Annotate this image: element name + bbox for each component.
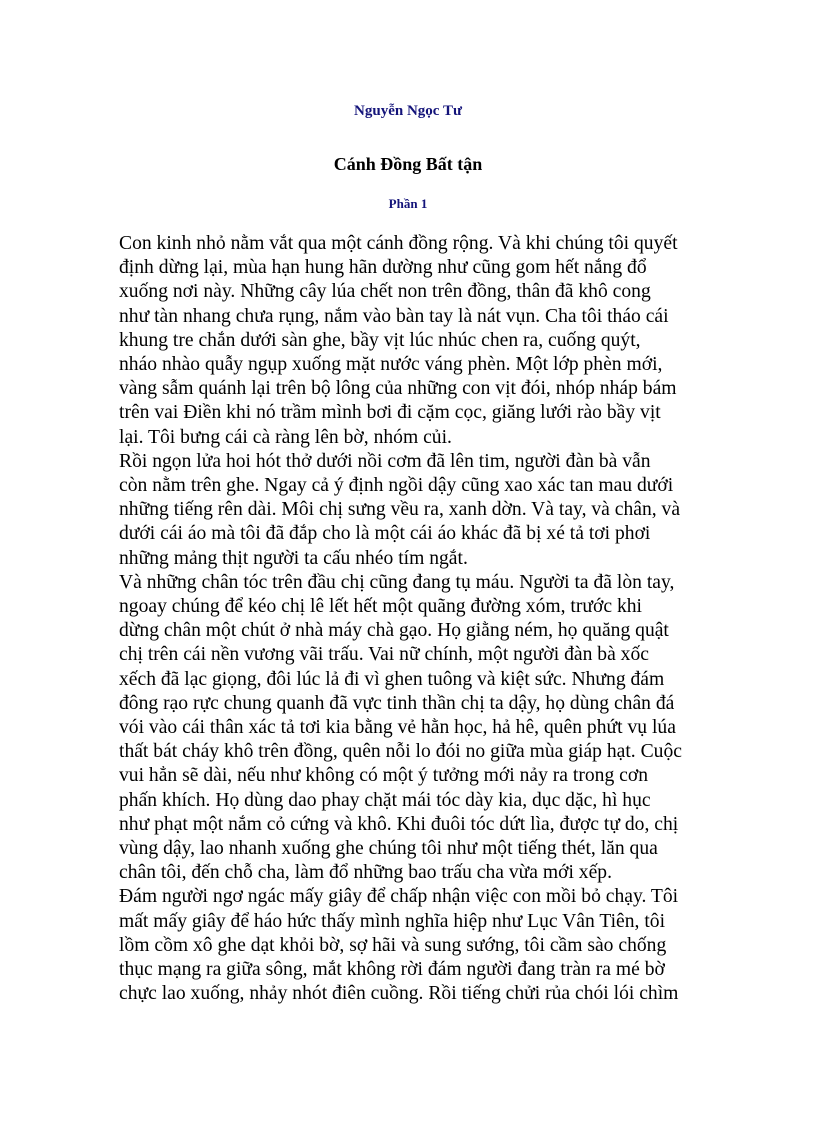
text-line: mất mấy giây để háo hức thấy mình nghĩa hiệp như Lục Vân Tiên, tôi — [119, 910, 666, 932]
text-line: xuống nơi này. Những cây lúa chết non trên đồng, thân đã khô cong — [119, 281, 651, 303]
text-line: dừng chân một chút ở nhà máy chà gạo. Họ giằng ném, họ quăng quật — [119, 620, 669, 642]
text-line: như phạt một nắm cỏ cứng và khô. Khi đuôi tóc dứt lìa, được tự do, chị — [119, 813, 679, 835]
body-text — [119, 232, 699, 1007]
text-line: đông rạo rực chung quanh đã vực tinh thần chị ta dậy, họ dùng chân đá — [119, 692, 675, 714]
document-title: Cánh Đồng Bất tận — [333, 154, 483, 174]
text-line: lại. Tôi bưng cái cà ràng lên bờ, nhóm củi. — [119, 426, 452, 448]
text-line: vói vào cái thân xác tả tơi kia bằng vẻ hằn học, hả hê, quên phứt vụ lúa — [119, 717, 676, 739]
text-line: Rồi ngọn lửa hoi hót thở dưới nồi cơm đã lên tim, người đàn bà vẫn — [119, 450, 651, 472]
text-line: định dừng lại, mùa hạn hung hãn dường như cũng gom hết nắng đổ — [119, 257, 647, 279]
text-line: những mảng thịt người ta cấu nhéo tím ngắt. — [119, 547, 468, 569]
text-line: dưới cái áo mà tôi đã đắp cho là một cái áo khác đã bị xé tả tơi phơi — [119, 523, 651, 545]
text-line: những tiếng rên dài. Môi chị sưng vều ra, xanh dờn. Và tay, và chân, và — [119, 499, 681, 521]
text-line: Con kinh nhỏ nằm vắt qua một cánh đồng rộng. Và khi chúng tôi quyết — [119, 233, 678, 254]
text-line: vui hẳn sẽ dài, nếu như không có một ý tưởng mới nảy ra trong cơn — [119, 765, 649, 787]
text-line: như tàn nhang chưa rụng, nắm vào bàn tay là nát vụn. Cha tôi tháo cái — [119, 305, 669, 327]
text-line: chực lao xuống, nhảy nhót điên cuồng. Rồi tiếng chửi rủa chói lói chìm — [119, 983, 679, 1005]
text-line: Đám người ngơ ngác mấy giây để chấp nhận việc con mồi bỏ chạy. Tôi — [119, 886, 679, 908]
text-line: còn nằm trên ghe. Ngay cả ý định ngồi dậy cũng xao xác tan mau dưới — [119, 475, 674, 497]
text-line: phấn khích. Họ dùng dao phay chặt mái tóc dày kia, dục dặc, hì hục — [119, 789, 651, 811]
text-line: Và những chân tóc trên đầu chị cũng đang tụ máu. Người ta đã lòn tay, — [119, 571, 675, 593]
part-heading: Phần 1 — [388, 196, 428, 211]
text-line: thục mạng ra giữa sông, mắt không rời đám người đang tràn ra mé bờ — [119, 959, 665, 981]
text-line: thất bát cháy khô trên đồng, quên nỗi lo đói no giữa mùa giáp hạt. Cuộc — [119, 741, 682, 763]
text-line: chân tôi, đến chỗ cha, làm đổ những bao trấu cha vừa mới xếp. — [119, 862, 612, 884]
text-line: vùng dậy, lao nhanh xuống ghe chúng tôi như một tiếng thét, lăn qua — [119, 838, 658, 860]
text-line: lồm cồm xô ghe dạt khỏi bờ, sợ hãi và sung sướng, tôi cầm sào chống — [119, 934, 667, 956]
text-line: ngoay chúng để kéo chị lê lết hết một quãng đường xóm, trước khi — [119, 596, 642, 618]
text-line: vàng sẫm quánh lại trên bộ lông của những con vịt đói, nhóp nháp bám — [119, 378, 677, 400]
author-name: Nguyễn Ngọc Tư — [354, 103, 462, 119]
text-line: nháo nhào quẫy ngụp xuống mặt nước váng phèn. Một lớp phèn mới, — [119, 354, 663, 376]
text-line: xếch đã lạc giọng, đôi lúc lả đi vì ghen tuông và kiệt sức. Nhưng đám — [119, 668, 665, 690]
text-line: trên vai Điền khi nó trầm mình bơi đi cặm cọc, giăng lưới rào bầy vịt — [119, 402, 661, 424]
text-line: chị trên cái nền vương vãi trấu. Vai nữ chính, một người đàn bà xốc — [119, 644, 649, 666]
text-line: khung tre chắn dưới sàn ghe, bầy vịt lúc nhúc chen ra, cuống quýt, — [119, 329, 641, 351]
